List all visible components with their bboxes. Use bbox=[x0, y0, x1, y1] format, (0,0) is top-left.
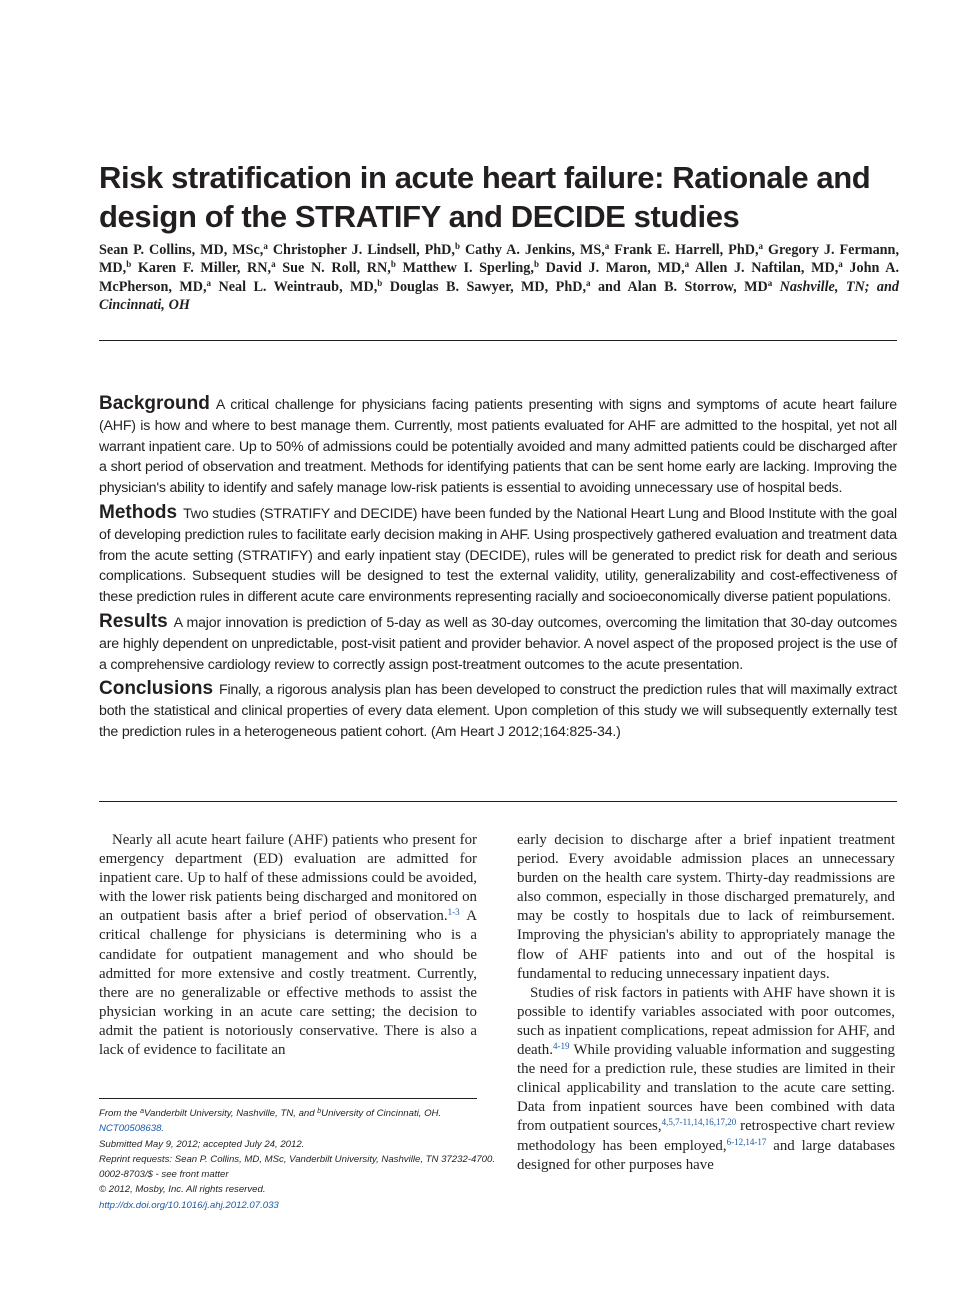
body-text: Studies of risk factors in patients with AHF have shown it is possible to identify variables associated with poor outcomes, such as inpatient complications, repeat admission for AHF, and death. bbox=[517, 984, 895, 1059]
author: David J. Maron, MD, bbox=[545, 260, 685, 277]
affiliation-note bbox=[99, 1106, 477, 1121]
abstract-background bbox=[99, 394, 897, 499]
body-paragraph bbox=[99, 831, 477, 1060]
author: Allen J. Naftilan, MD, bbox=[695, 260, 839, 277]
section-text: Finally, a rigorous analysis plan has been developed to construct the prediction rules that will maximally extract both the statistical and clinical properties of every data element. Upon completion of this study we will subsequently externally test the prediction rules in a heterogeneous patient cohort. (Am Heart J 2012;164:825-34.) bbox=[99, 682, 897, 740]
trial-registration-link[interactable]: NCT00508638. bbox=[99, 1123, 165, 1135]
affiliation-mark: a bbox=[586, 277, 591, 288]
affiliation-mark: a bbox=[767, 277, 773, 288]
body-paragraph bbox=[517, 984, 895, 1175]
author-location: Nashville, TN; and Cincinnati, OH bbox=[99, 278, 899, 314]
footnote-divider bbox=[99, 1098, 477, 1099]
author: and Alan B. Storrow, MD bbox=[597, 278, 768, 295]
section-heading: Results bbox=[99, 610, 168, 632]
affiliation-mark: a bbox=[271, 259, 276, 270]
abstract bbox=[99, 394, 897, 747]
affiliation-mark: b bbox=[533, 259, 539, 270]
reference-link[interactable]: 6-12,14-17 bbox=[726, 1136, 767, 1147]
author: Frank E. Harrell, PhD, bbox=[614, 242, 759, 258]
author: Matthew I. Sperling, bbox=[402, 260, 534, 277]
reprint-note: Reprint requests: Sean P. Collins, MD, MSc, Vanderbilt University, Nashville, TN 37232-4700. bbox=[99, 1153, 496, 1165]
footnotes bbox=[99, 1106, 496, 1213]
footnote-text: From the bbox=[99, 1108, 138, 1119]
body-text: While providing valuable information and suggesting the need for a prediction rule, these studies are limited in their clinical applicability and translation to the acute care setting. Data from inpatient sources have been combined with data from outpatient sources, bbox=[517, 1042, 895, 1135]
author: Sean P. Collins, MD, MSc, bbox=[99, 242, 264, 258]
affiliation-mark: b bbox=[390, 259, 396, 270]
abstract-results bbox=[99, 612, 897, 675]
affiliation-mark: a bbox=[140, 1108, 144, 1115]
body-column-left bbox=[99, 831, 477, 1060]
issn-note: 0002-8703/$ - see front matter bbox=[99, 1169, 229, 1181]
affiliation-mark: a bbox=[758, 241, 764, 251]
reference-link[interactable]: 4,5,7-11,14,16,17,20 bbox=[661, 1117, 737, 1128]
footnote-text: University of Cincinnati, OH. bbox=[321, 1108, 442, 1119]
author: Sue N. Roll, RN, bbox=[282, 260, 391, 277]
abstract-divider bbox=[99, 801, 897, 802]
reference-link[interactable]: 4-19 bbox=[552, 1041, 570, 1052]
affiliation-mark: b bbox=[454, 241, 460, 251]
body-text: A critical challenge for physicians is determining who is a candidate for outpatient management and who should be admitted for more extensive and costly treatment. Currently, there are no generalizable or effective methods to assist the physician working in an acute care setting; the decision to admit the patient is notoriously conservative. There is also a lack of evidence to facilitate an bbox=[99, 908, 478, 1059]
affiliation-mark: b bbox=[317, 1108, 322, 1115]
body-text: and large databases designed for other purposes have bbox=[517, 1137, 895, 1173]
section-heading: Background bbox=[99, 393, 210, 414]
affiliation-mark: a bbox=[838, 259, 843, 270]
header-divider bbox=[99, 340, 897, 341]
copyright-note: © 2012, Mosby, Inc. All rights reserved. bbox=[99, 1184, 266, 1196]
author: Cathy A. Jenkins, MS, bbox=[464, 242, 605, 258]
body-text: early decision to discharge after a brief inpatient treatment period. Every avoidable admission places an unnecessary burden on the health care system. Thirty-day readmissions are also common, especially in those discharged prematurely, and may be costly to hospitals due to lack of reimbursement. Improving the physician's ability to appropriately manage the flow of AHF patients into and out of the hospital is fundamental to reducing unnecessary inpatient days. bbox=[517, 832, 895, 982]
affiliation-mark: b bbox=[377, 277, 383, 288]
reference-link[interactable]: 1-3 bbox=[447, 907, 460, 918]
affiliation-mark: a bbox=[263, 241, 268, 251]
author: John A. McPherson, MD, bbox=[99, 260, 899, 295]
submission-note: Submitted May 9, 2012; accepted July 24, 2012. bbox=[99, 1138, 305, 1150]
section-text: A major innovation is prediction of 5-day as well as 30-day outcomes, overcoming the limitation that 30-day outcomes are highly dependent on unpredictable, post-visit patient and provider behavior. A novel aspect of the proposed project is the use of a comprehensive cardiology review to correctly assign post-treatment outcomes to the acute presentation. bbox=[99, 614, 897, 673]
section-heading: Methods bbox=[99, 501, 178, 523]
section-heading: Conclusions bbox=[99, 678, 214, 700]
section-text: A critical challenge for physicians facing patients presenting with signs and symptoms of acute heart failure (AHF) is how and where to best manage them. Currently, most patients evaluated for AHF are admitted to the hospital, yet not all warrant inpatient care. Up to 50% of admissions could be potentially avoided and many admitted patients could be discharged after a short period of observation and treatment. Methods for identifying patients that can be sent home early are lacking. Improving the physician's ability to identify and safely manage low-risk patients is essential to avoiding unnecessary use of hospital beds. bbox=[99, 397, 897, 497]
body-paragraph bbox=[517, 831, 895, 984]
author: Neal L. Weintraub, MD, bbox=[218, 278, 378, 295]
affiliation-mark: a bbox=[604, 241, 610, 251]
body-text: Nearly all acute heart failure (AHF) patients who present for emergency department (ED) evaluation are admitted for inpatient care. Up to half of these admissions could be avoided, with the lower risk patients being discharged and monitored on an outpatient basis after a brief period of observation. bbox=[99, 832, 477, 925]
affiliation-mark: a bbox=[684, 259, 690, 270]
affiliation-mark: a bbox=[206, 277, 212, 288]
body-column-right bbox=[517, 831, 895, 1175]
footnote-text: Vanderbilt University, Nashville, TN, and bbox=[143, 1108, 315, 1119]
author: Douglas B. Sawyer, MD, PhD, bbox=[389, 278, 587, 295]
section-text: Two studies (STRATIFY and DECIDE) have been funded by the National Heart Lung and Blood Institute with the goal of developing prediction rules to facilitate early decision making in AHF. Using prospectively gathered evaluation and treatment data from the acute setting (STRATIFY) and early inpatient stay (DECIDE), rules will be generated to predict risk for death and serious complications. Subsequent studies will be designed to test the external validity, utility, generalizability and cost-effectiveness of these prediction rules in different acute care environments representing racially and socioeconomically diverse patient populations. bbox=[99, 505, 897, 606]
author: Gregory J. Fermann, MD, bbox=[99, 242, 899, 277]
abstract-conclusions bbox=[99, 679, 897, 742]
author-list bbox=[99, 241, 899, 315]
affiliation-mark: b bbox=[126, 259, 132, 270]
abstract-methods bbox=[99, 503, 897, 608]
doi-link[interactable]: http://dx.doi.org/10.1016/j.ahj.2012.07.033 bbox=[99, 1199, 279, 1211]
author: Christopher J. Lindsell, PhD, bbox=[272, 242, 455, 258]
article-title: Risk stratification in acute heart failure: Rationale and design of the STRATIFY and DECIDE studies bbox=[99, 160, 871, 234]
author: Karen F. Miller, RN, bbox=[137, 260, 272, 277]
body-text: retrospective chart review methodology has been employed, bbox=[517, 1118, 895, 1154]
